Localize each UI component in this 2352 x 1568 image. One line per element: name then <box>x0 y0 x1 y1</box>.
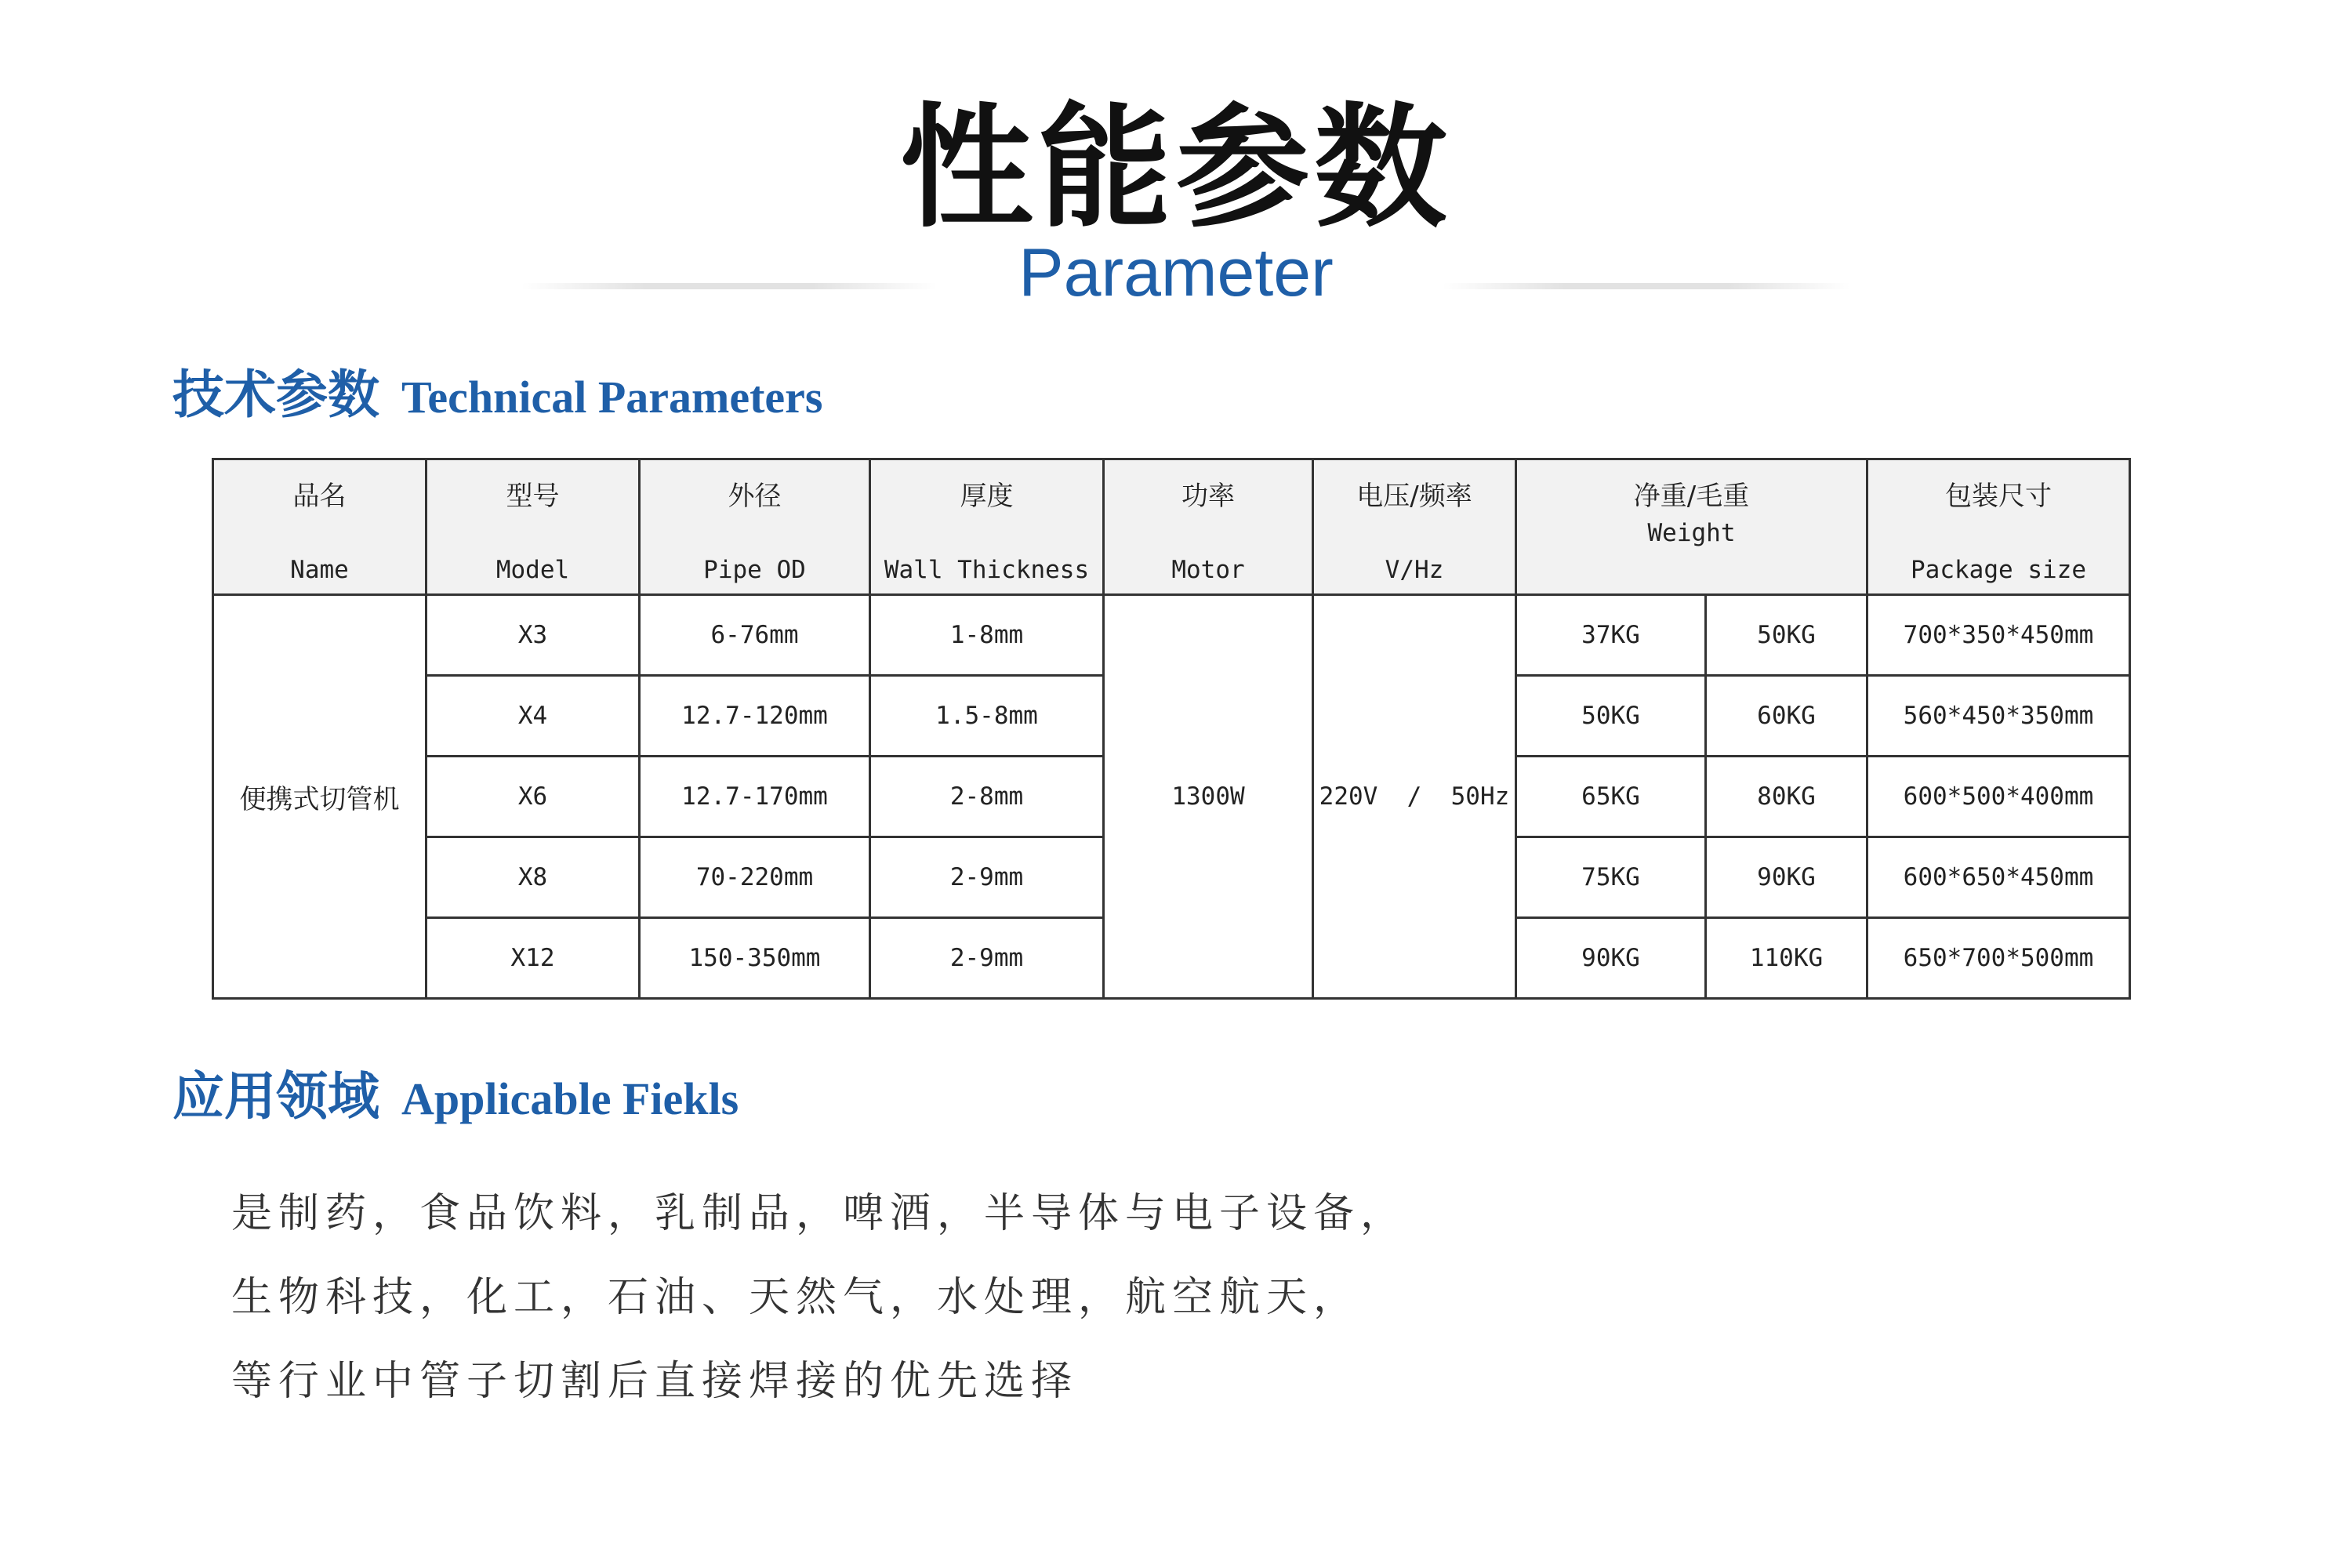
product-name-cell: 便携式切管机 <box>213 595 426 999</box>
model-cell: X12 <box>426 918 640 999</box>
applications-text <box>231 1172 1407 1424</box>
gross-weight-cell: 60KG <box>1706 676 1867 757</box>
net-weight-cell: 90KG <box>1516 918 1706 999</box>
od-cell: 12.7-170mm <box>640 757 870 837</box>
technical-heading-en: Technical Parameters <box>401 372 823 423</box>
thickness-cell: 2-9mm <box>870 837 1104 918</box>
applications-line: 生物科技，化工，石油、天然气，水处理，航空航天， <box>231 1274 1361 1321</box>
header-weight: 净重/毛重 Weight <box>1516 459 1867 595</box>
net-weight-cell: 50KG <box>1516 676 1706 757</box>
od-cell: 150-350mm <box>640 918 870 999</box>
parameters-table <box>212 458 2131 1000</box>
thickness-cell: 1.5-8mm <box>870 676 1104 757</box>
model-cell: X6 <box>426 757 640 837</box>
net-weight-cell: 65KG <box>1516 757 1706 837</box>
header-pipe-od: 外径 Pipe OD <box>640 459 870 595</box>
package-cell: 600*500*400mm <box>1867 757 2130 837</box>
model-cell: X3 <box>426 595 640 676</box>
applications-line: 等行业中管子切割后直接焊接的优先选择 <box>231 1358 1079 1405</box>
technical-section-heading <box>172 353 822 427</box>
applications-heading-cn: 应用领域 <box>172 1066 379 1127</box>
package-cell: 650*700*500mm <box>1867 918 2130 999</box>
od-cell: 12.7-120mm <box>640 676 870 757</box>
header-voltage: 电压/频率 V/Hz <box>1313 459 1516 595</box>
applications-section-heading <box>172 1054 739 1129</box>
voltage-cell: 220V / 50Hz <box>1313 595 1516 999</box>
net-weight-cell: 75KG <box>1516 837 1706 918</box>
model-cell: X4 <box>426 676 640 757</box>
title-divider-right <box>1443 283 1850 289</box>
net-weight-cell: 37KG <box>1516 595 1706 676</box>
thickness-cell: 1-8mm <box>870 595 1104 676</box>
header-wall-thickness: 厚度 Wall Thickness <box>870 459 1104 595</box>
gross-weight-cell: 90KG <box>1706 837 1867 918</box>
page-title: 性能参数 <box>899 91 1452 246</box>
page-subtitle: Parameter <box>1018 235 1334 310</box>
header-model: 型号 Model <box>426 459 640 595</box>
thickness-cell: 2-9mm <box>870 918 1104 999</box>
model-cell: X8 <box>426 837 640 918</box>
package-cell: 600*650*450mm <box>1867 837 2130 918</box>
technical-heading-cn: 技术参数 <box>172 365 379 425</box>
applications-heading-en: Applicable Fiekls <box>401 1073 739 1124</box>
gross-weight-cell: 50KG <box>1706 595 1867 676</box>
thickness-cell: 2-8mm <box>870 757 1104 837</box>
applications-line: 是制药，食品饮料，乳制品，啤酒，半导体与电子设备， <box>231 1190 1408 1237</box>
od-cell: 6-76mm <box>640 595 870 676</box>
package-cell: 560*450*350mm <box>1867 676 2130 757</box>
gross-weight-cell: 80KG <box>1706 757 1867 837</box>
header-package-size: 包装尺寸 Package size <box>1867 459 2130 595</box>
gross-weight-cell: 110KG <box>1706 918 1867 999</box>
table-row <box>213 595 2130 676</box>
table-header-row <box>213 459 2130 595</box>
package-cell: 700*350*450mm <box>1867 595 2130 676</box>
header-name: 品名 Name <box>213 459 426 595</box>
header-motor: 功率 Motor <box>1104 459 1313 595</box>
motor-cell: 1300W <box>1104 595 1313 999</box>
od-cell: 70-220mm <box>640 837 870 918</box>
